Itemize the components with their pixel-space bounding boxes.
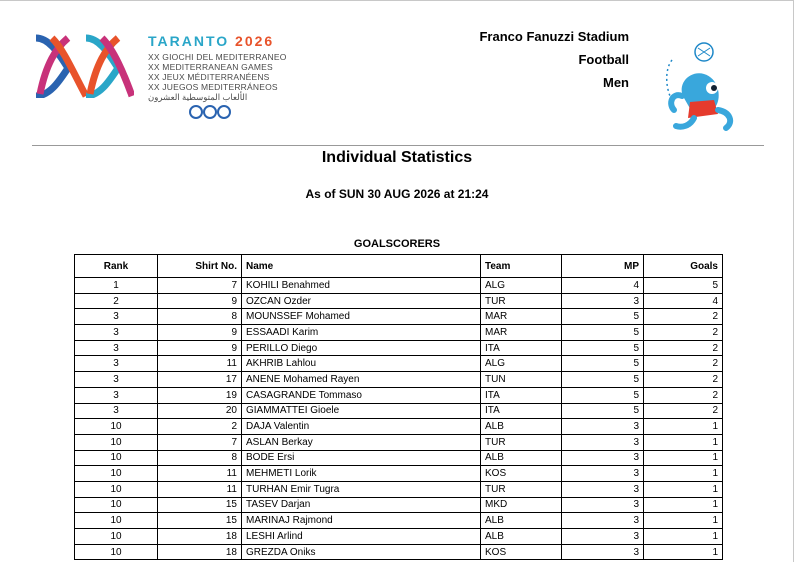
cell-shirt-no: 18 xyxy=(158,529,242,545)
table-row xyxy=(75,356,723,372)
cell-matches-played: 5 xyxy=(562,340,644,356)
cell-rank: 3 xyxy=(75,372,158,388)
cell-rank: 3 xyxy=(75,403,158,419)
cell-player-name: BODE Ersi xyxy=(242,450,481,466)
report-title: Individual Statistics xyxy=(321,149,473,166)
cell-goals: 1 xyxy=(644,434,723,450)
cell-team: TUR xyxy=(481,434,562,450)
mascot-icon xyxy=(660,40,744,136)
cell-rank: 10 xyxy=(75,481,158,497)
table-row xyxy=(75,513,723,529)
cell-goals: 2 xyxy=(644,340,723,356)
table-row xyxy=(75,387,723,403)
cell-team: KOS xyxy=(481,466,562,482)
xx-emblem-icon xyxy=(34,34,134,98)
cell-goals: 1 xyxy=(644,419,723,435)
cell-goals: 2 xyxy=(644,309,723,325)
cell-team: ITA xyxy=(481,403,562,419)
rings-icon xyxy=(188,104,232,120)
cell-team: TUR xyxy=(481,293,562,309)
cell-shirt-no: 17 xyxy=(158,372,242,388)
cell-rank: 3 xyxy=(75,340,158,356)
cell-rank: 10 xyxy=(75,419,158,435)
table-row xyxy=(75,529,723,545)
table-row xyxy=(75,497,723,513)
cell-rank: 10 xyxy=(75,529,158,545)
cell-goals: 1 xyxy=(644,544,723,560)
table-row xyxy=(75,372,723,388)
cell-player-name: MARINAJ Rajmond xyxy=(242,513,481,529)
cell-player-name: LESHI Arlind xyxy=(242,529,481,545)
table-row xyxy=(75,419,723,435)
cell-team: ITA xyxy=(481,340,562,356)
table-header-row xyxy=(75,255,723,278)
cell-player-name: PERILLO Diego xyxy=(242,340,481,356)
cell-team: ALB xyxy=(481,419,562,435)
cell-rank: 10 xyxy=(75,513,158,529)
cell-goals: 1 xyxy=(644,450,723,466)
cell-goals: 1 xyxy=(644,481,723,497)
logo-title: TARANTO 2026 xyxy=(148,33,275,49)
cell-matches-played: 5 xyxy=(562,356,644,372)
cell-rank: 3 xyxy=(75,356,158,372)
cell-team: ALB xyxy=(481,450,562,466)
cell-goals: 1 xyxy=(644,466,723,482)
cell-shirt-no: 9 xyxy=(158,325,242,341)
cell-shirt-no: 11 xyxy=(158,466,242,482)
table-row xyxy=(75,481,723,497)
header-divider xyxy=(32,145,764,146)
cell-matches-played: 3 xyxy=(562,544,644,560)
logo-line-it: XX GIOCHI DEL MEDITERRANEO xyxy=(148,52,287,62)
cell-rank: 10 xyxy=(75,497,158,513)
cell-player-name: GIAMMATTEI Gioele xyxy=(242,403,481,419)
cell-shirt-no: 8 xyxy=(158,309,242,325)
cell-shirt-no: 2 xyxy=(158,419,242,435)
venue-name: Franco Fanuzzi Stadium xyxy=(479,29,629,44)
table-row xyxy=(75,544,723,560)
cell-rank: 3 xyxy=(75,387,158,403)
cell-matches-played: 5 xyxy=(562,372,644,388)
cell-player-name: MEHMETI Lorik xyxy=(242,466,481,482)
cell-team: MAR xyxy=(481,309,562,325)
cell-goals: 1 xyxy=(644,513,723,529)
cell-matches-played: 5 xyxy=(562,325,644,341)
logo-line-es: XX JUEGOS MEDITERRÁNEOS xyxy=(148,82,278,92)
cell-matches-played: 3 xyxy=(562,529,644,545)
cell-rank: 10 xyxy=(75,450,158,466)
cell-goals: 4 xyxy=(644,293,723,309)
cell-goals: 1 xyxy=(644,497,723,513)
cell-shirt-no: 9 xyxy=(158,293,242,309)
report-timestamp: As of SUN 30 AUG 2026 at 21:24 xyxy=(305,187,489,201)
table-row xyxy=(75,309,723,325)
cell-matches-played: 3 xyxy=(562,497,644,513)
cell-rank: 10 xyxy=(75,544,158,560)
cell-matches-played: 5 xyxy=(562,309,644,325)
table-row xyxy=(75,466,723,482)
cell-player-name: AKHRIB Lahlou xyxy=(242,356,481,372)
cell-shirt-no: 15 xyxy=(158,497,242,513)
cell-goals: 2 xyxy=(644,387,723,403)
col-header-team: Team xyxy=(481,255,562,278)
sport-name: Football xyxy=(578,52,629,67)
cell-shirt-no: 20 xyxy=(158,403,242,419)
cell-player-name: KOHILI Benahmed xyxy=(242,278,481,294)
col-header-mp: MP xyxy=(562,255,644,278)
table-row xyxy=(75,340,723,356)
cell-goals: 5 xyxy=(644,278,723,294)
table-row xyxy=(75,434,723,450)
cell-team: ALG xyxy=(481,356,562,372)
page-top-border xyxy=(0,0,794,1)
cell-team: MKD xyxy=(481,497,562,513)
cell-goals: 2 xyxy=(644,325,723,341)
cell-rank: 3 xyxy=(75,309,158,325)
goalscorers-table xyxy=(74,254,723,560)
logo-line-en: XX MEDITERRANEAN GAMES xyxy=(148,62,273,72)
col-header-rank: Rank xyxy=(75,255,158,278)
cell-matches-played: 3 xyxy=(562,481,644,497)
cell-player-name: OZCAN Ozder xyxy=(242,293,481,309)
cell-shirt-no: 18 xyxy=(158,544,242,560)
logo-line-fr: XX JEUX MÉDITERRANÉENS xyxy=(148,72,270,82)
cell-matches-played: 3 xyxy=(562,293,644,309)
cell-player-name: TURHAN Emir Tugra xyxy=(242,481,481,497)
event-category: Men xyxy=(603,75,629,90)
cell-player-name: CASAGRANDE Tommaso xyxy=(242,387,481,403)
cell-team: TUR xyxy=(481,481,562,497)
cell-team: ITA xyxy=(481,387,562,403)
cell-team: ALB xyxy=(481,513,562,529)
table-row xyxy=(75,403,723,419)
cell-shirt-no: 11 xyxy=(158,481,242,497)
cell-player-name: DAJA Valentin xyxy=(242,419,481,435)
cell-shirt-no: 15 xyxy=(158,513,242,529)
cell-matches-played: 3 xyxy=(562,466,644,482)
col-header-goals: Goals xyxy=(644,255,723,278)
table-row xyxy=(75,293,723,309)
cell-player-name: MOUNSSEF Mohamed xyxy=(242,309,481,325)
section-title: GOALSCORERS xyxy=(353,238,441,250)
cell-shirt-no: 8 xyxy=(158,450,242,466)
cell-matches-played: 5 xyxy=(562,387,644,403)
cell-matches-played: 3 xyxy=(562,513,644,529)
cell-goals: 2 xyxy=(644,403,723,419)
cell-goals: 1 xyxy=(644,529,723,545)
cell-team: KOS xyxy=(481,544,562,560)
cell-player-name: ESSAADI Karim xyxy=(242,325,481,341)
cell-rank: 2 xyxy=(75,293,158,309)
cell-player-name: TASEV Darjan xyxy=(242,497,481,513)
table-row xyxy=(75,450,723,466)
table-row xyxy=(75,278,723,294)
cell-matches-played: 5 xyxy=(562,403,644,419)
cell-matches-played: 4 xyxy=(562,278,644,294)
cell-rank: 1 xyxy=(75,278,158,294)
cell-player-name: GREZDA Oniks xyxy=(242,544,481,560)
cell-player-name: ANENE Mohamed Rayen xyxy=(242,372,481,388)
cell-player-name: ASLAN Berkay xyxy=(242,434,481,450)
col-header-shirt: Shirt No. xyxy=(158,255,242,278)
cell-shirt-no: 19 xyxy=(158,387,242,403)
cell-shirt-no: 9 xyxy=(158,340,242,356)
col-header-name: Name xyxy=(242,255,481,278)
cell-team: TUN xyxy=(481,372,562,388)
cell-rank: 3 xyxy=(75,325,158,341)
cell-shirt-no: 11 xyxy=(158,356,242,372)
cell-goals: 2 xyxy=(644,372,723,388)
cell-goals: 2 xyxy=(644,356,723,372)
cell-rank: 10 xyxy=(75,466,158,482)
cell-rank: 10 xyxy=(75,434,158,450)
cell-shirt-no: 7 xyxy=(158,278,242,294)
cell-matches-played: 3 xyxy=(562,434,644,450)
table-row xyxy=(75,325,723,341)
cell-team: MAR xyxy=(481,325,562,341)
cell-team: ALB xyxy=(481,529,562,545)
cell-team: ALG xyxy=(481,278,562,294)
cell-shirt-no: 7 xyxy=(158,434,242,450)
logo-line-ar: الألعاب المتوسطية العشرون xyxy=(148,92,248,102)
cell-matches-played: 3 xyxy=(562,450,644,466)
cell-matches-played: 3 xyxy=(562,419,644,435)
